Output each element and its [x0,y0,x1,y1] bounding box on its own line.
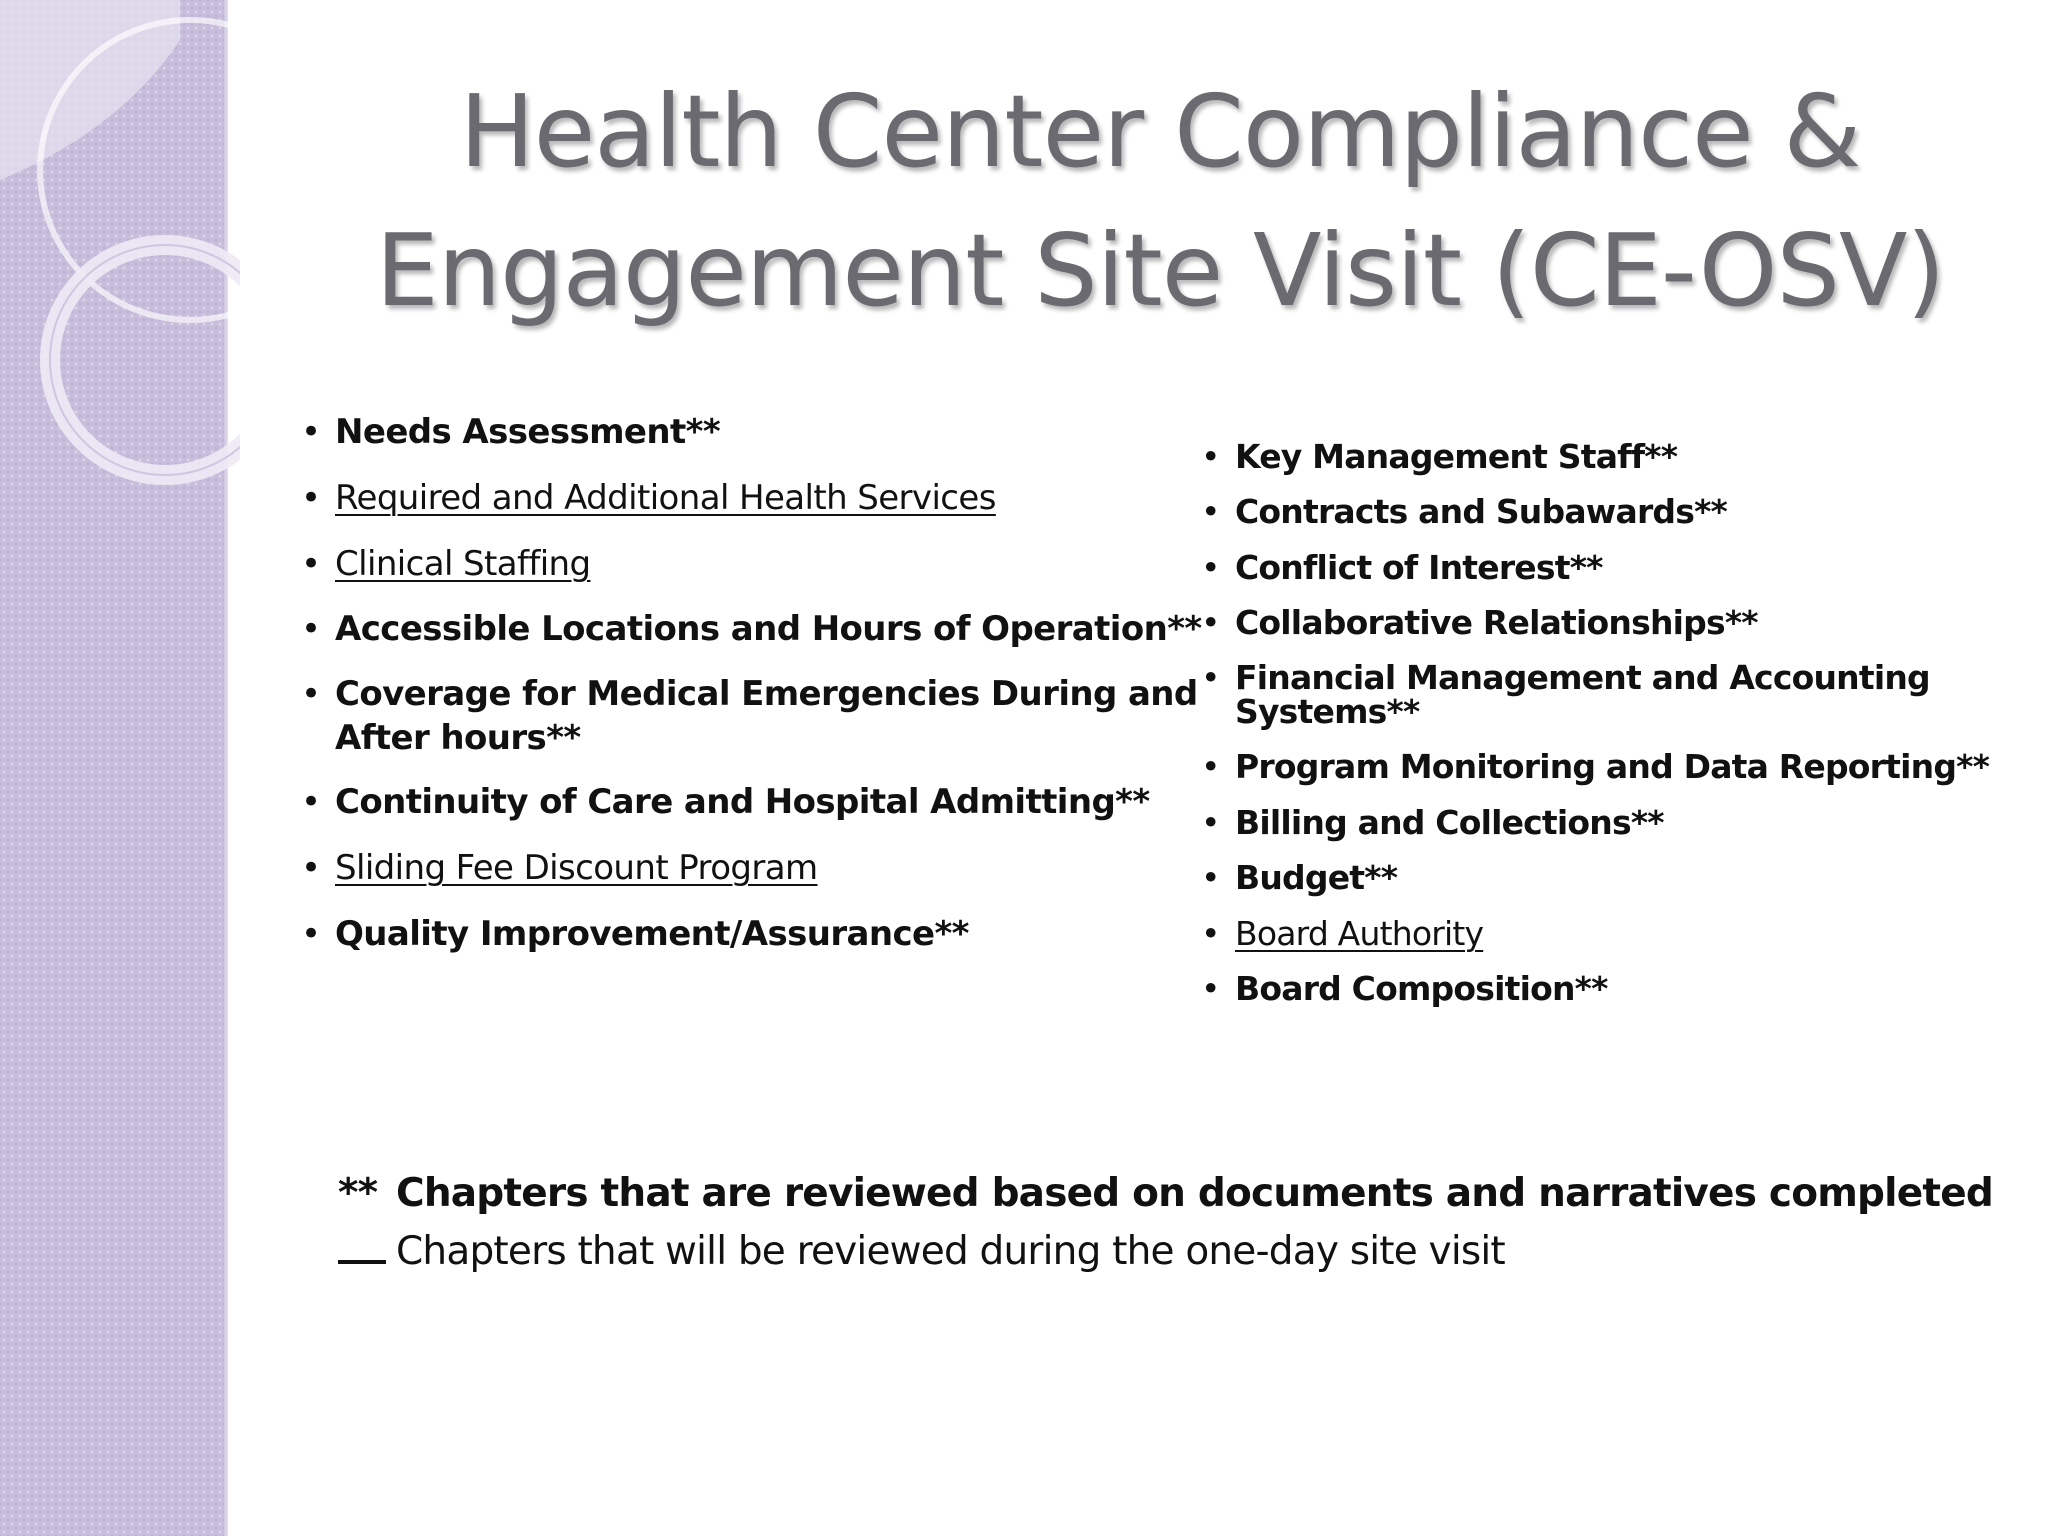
list-item [1201,437,1678,476]
list-item-label: Needs Assessment** [335,412,721,452]
list-item [1201,492,1727,531]
list-item [301,912,969,956]
bullet: • [1201,969,1220,1008]
bullet: • [301,848,321,888]
bullet: • [301,544,321,584]
list-item-label: Board Composition** [1235,969,1608,1008]
list-item-label: Continuity of Care and Hospital Admitting** [335,782,1150,822]
bullet: • [1201,603,1220,642]
list-item-label: Conflict of Interest** [1235,548,1603,587]
bullet: • [301,782,321,822]
list-item [301,410,721,454]
bullet: • [1201,492,1220,531]
list-item-label: Board Authority [1235,914,1484,953]
list-item [301,846,818,890]
list-item-label: Sliding Fee Discount Program [335,848,818,888]
bullet: • [1201,747,1220,786]
bullet: • [301,914,321,954]
bullet: • [1201,437,1220,476]
list-item-label: Billing and Collections** [1235,803,1664,842]
list-item-label-line2: Systems** [1235,692,1420,731]
legend-bold-line [338,1165,1993,1223]
bullet: • [301,674,321,714]
bullet: • [1201,658,1220,697]
list-item-label: Required and Additional Health Services [335,478,996,518]
list-item [301,542,591,586]
list-item-label: Contracts and Subawards** [1235,492,1727,531]
legend-asterisk-symbol: ** [338,1171,378,1216]
list-item [301,672,1198,760]
list-item [1201,969,1608,1008]
small-ring [50,245,240,475]
list-item-label: Budget** [1235,858,1398,897]
list-item-label: Financial Management and Accounting [1235,658,1930,697]
list-item [301,607,1202,651]
bullet: • [1201,858,1220,897]
legend-bold-text: Chapters that are reviewed based on documents and narratives completed [396,1171,1993,1216]
title-line-1: Health Center Compliance & [459,73,1861,190]
bullet: • [1201,914,1220,953]
list-item [1201,914,1484,953]
bullet: • [301,412,321,452]
legend [338,1165,1993,1281]
list-item [1201,858,1398,897]
list-item-label: Clinical Staffing [335,544,591,584]
list-item-label: Collaborative Relationships** [1235,603,1758,642]
bullet: • [1201,548,1220,587]
list-item-label-line2: After hours** [335,718,581,758]
title-line-2: Engagement Site Visit (CE-OSV) [375,212,1945,329]
list-item [301,476,996,520]
bullet: • [1201,803,1220,842]
list-item [1201,803,1664,842]
list-item-label: Accessible Locations and Hours of Operation** [335,609,1202,649]
legend-underline-text: Chapters that will be reviewed during the one-day site visit [396,1229,1505,1274]
list-item-label: Key Management Staff** [1235,437,1678,476]
legend-underline-line [338,1223,1993,1281]
list-item [1201,603,1758,642]
list-item [1201,747,1990,786]
list-item-label: Coverage for Medical Emergencies During and [335,674,1198,714]
bullet: • [301,478,321,518]
list-item [1201,658,1930,731]
list-item [1201,548,1603,587]
legend-underline-symbol [338,1230,386,1264]
slide-title [300,62,2020,340]
bullet: • [301,609,321,649]
list-item [301,780,1150,824]
list-item-label: Program Monitoring and Data Reporting** [1235,747,1990,786]
list-item-label: Quality Improvement/Assurance** [335,914,969,954]
decorative-circles [0,0,240,520]
